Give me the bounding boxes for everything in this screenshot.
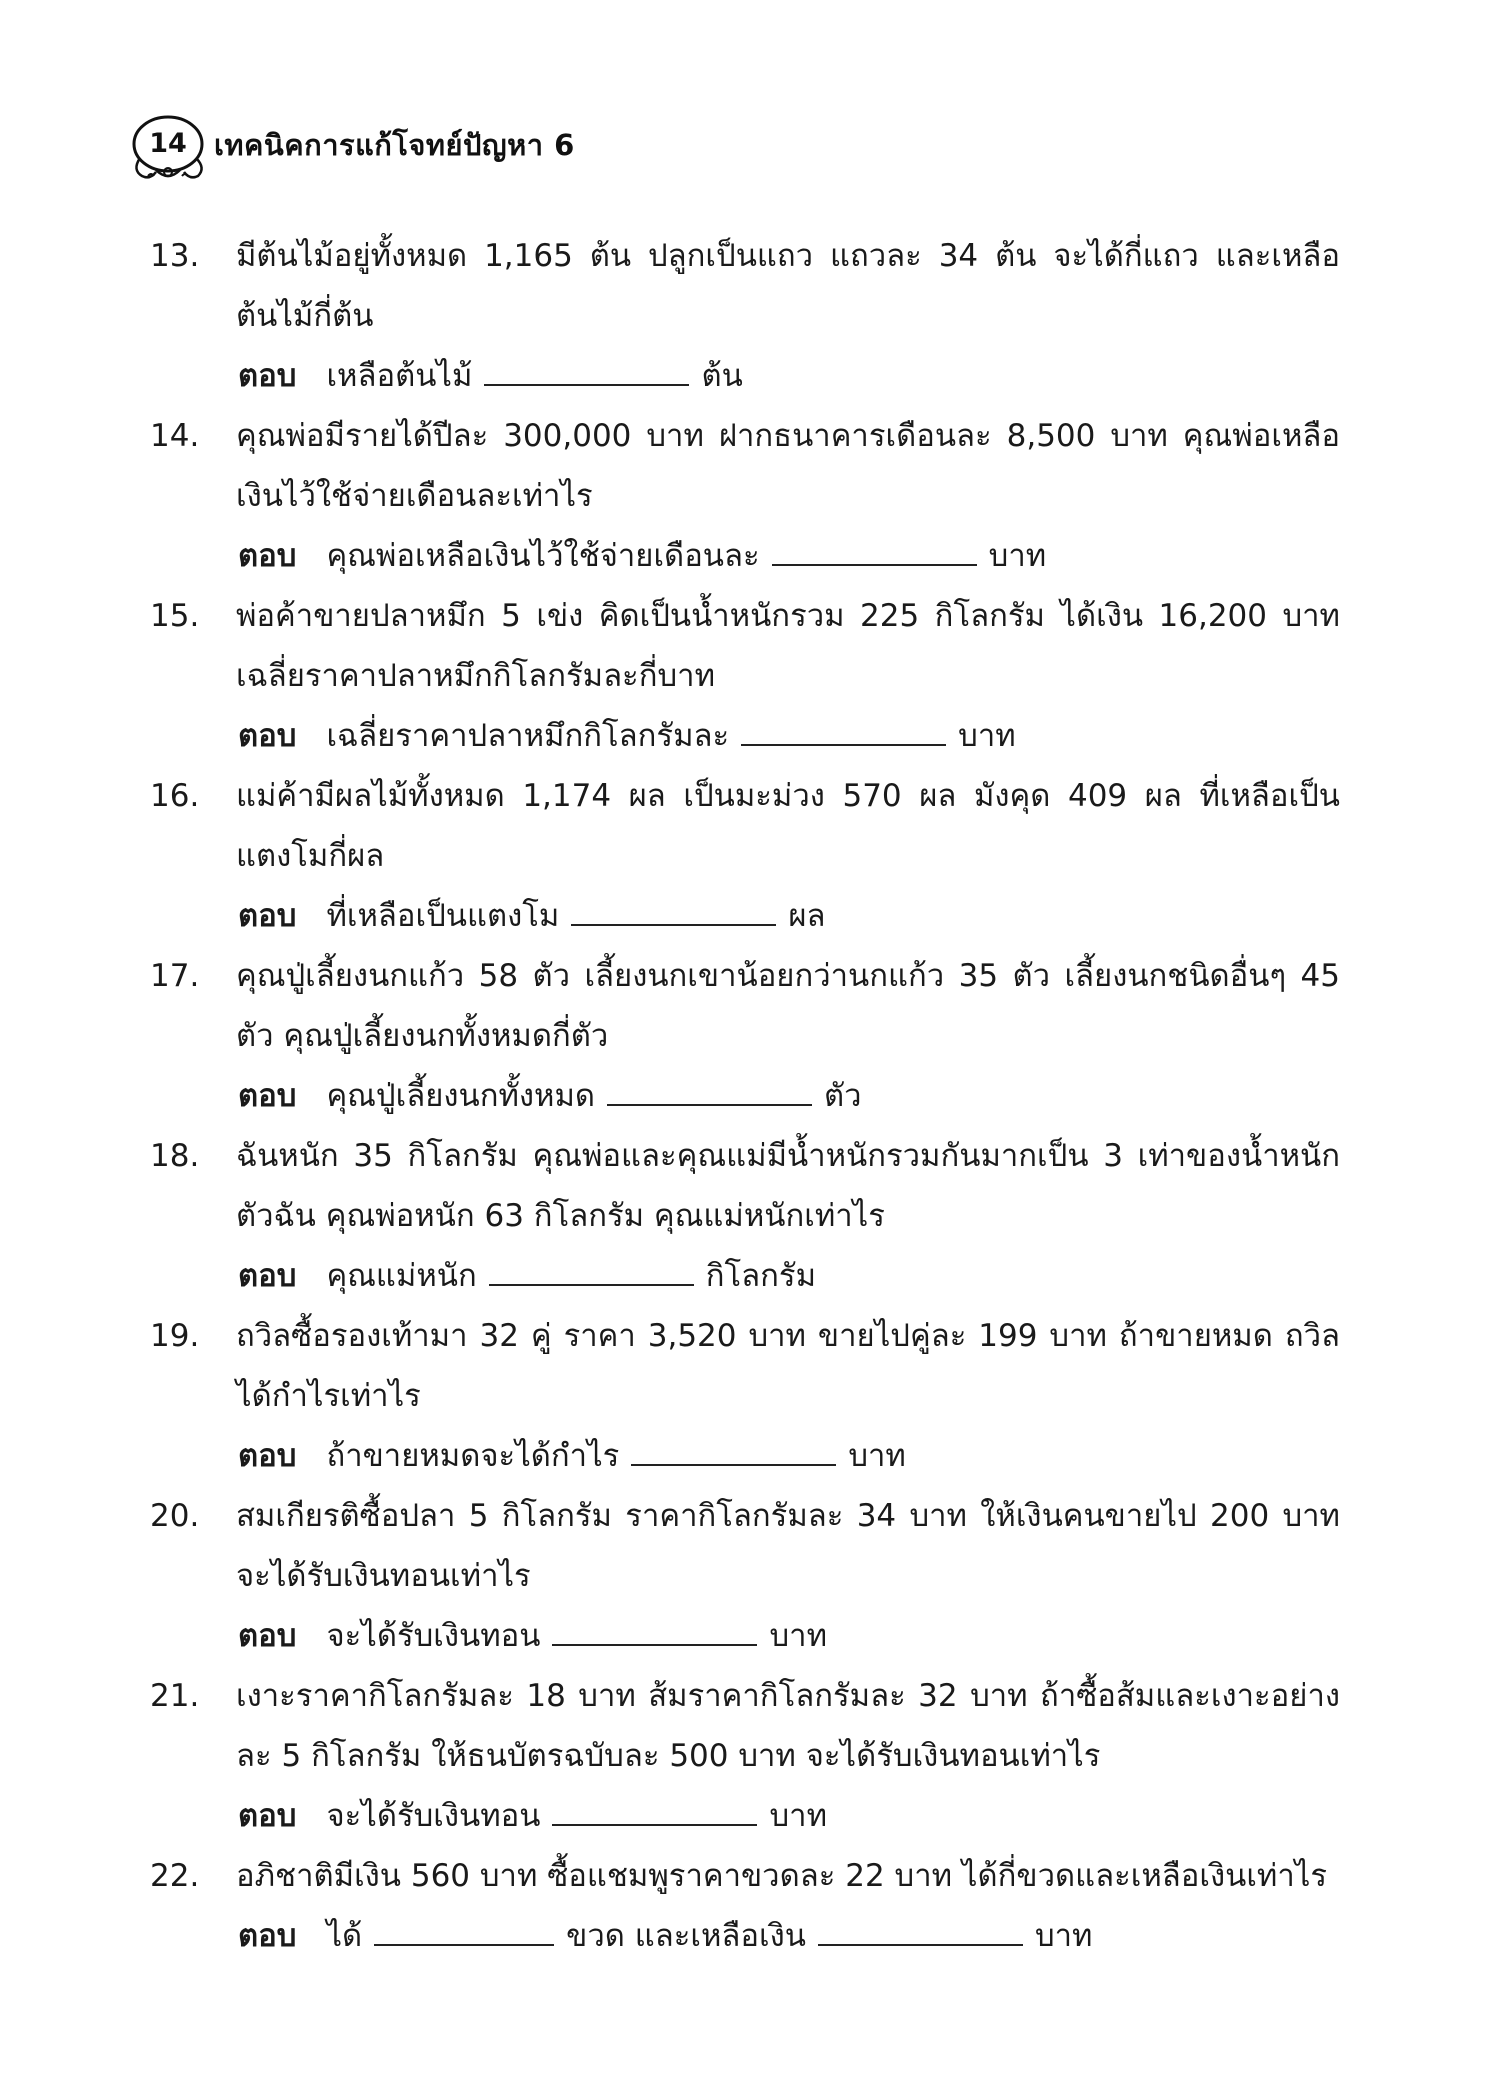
answer-unit: บาท xyxy=(958,718,1016,754)
answer-line xyxy=(150,1426,1340,1486)
answer-line xyxy=(150,1786,1340,1846)
answer-prefix: คุณพ่อเหลือเงินไว้ใช้จ่ายเดือนละ xyxy=(326,538,760,574)
problem-text: ถวิลซื้อรองเท้ามา 32 คู่ ราคา 3,520 บาท ขายไปคู่ละ 199 บาท ถ้าขายหมด ถวิลได้กำไรเท่าไร xyxy=(236,1318,1340,1414)
answer-line xyxy=(150,1246,1340,1306)
answer-blank[interactable] xyxy=(772,538,977,566)
answer-label: ตอบ xyxy=(238,538,297,574)
answer-prefix: ถ้าขายหมดจะได้กำไร xyxy=(326,1438,620,1474)
answer-blank[interactable] xyxy=(489,1258,694,1286)
problem-number: 16. xyxy=(150,778,200,814)
problem-text: อภิชาติมีเงิน 560 บาท ซื้อแชมพูราคาขวดละ 22 บาท ได้กี่ขวดและเหลือเงินเท่าไร xyxy=(236,1858,1327,1894)
answer-prefix: เฉลี่ยราคาปลาหมึกกิโลกรัมละ xyxy=(326,718,730,754)
answer-blank[interactable] xyxy=(571,898,776,926)
problem-text: พ่อค้าขายปลาหมึก 5 เข่ง คิดเป็นน้ำหนักรวม 225 กิโลกรัม ได้เงิน 16,200 บาท เฉลี่ยราคาปลาหมึกกิโลกรัมละกี่บาท xyxy=(236,598,1340,694)
answer-prefix: จะได้รับเงินทอน xyxy=(326,1618,541,1654)
problem-19 xyxy=(150,1306,1340,1486)
answer-label: ตอบ xyxy=(238,1798,297,1834)
problem-17 xyxy=(150,946,1340,1126)
answer-label: ตอบ xyxy=(238,1438,297,1474)
answer-label: ตอบ xyxy=(238,718,297,754)
answer-blank[interactable] xyxy=(552,1798,757,1826)
answer-unit: กิโลกรัม xyxy=(705,1258,817,1294)
answer-line xyxy=(150,1066,1340,1126)
problem-number: 21. xyxy=(150,1678,200,1714)
book-title: เทคนิคการแก้โจทย์ปัญหา 6 xyxy=(214,128,575,162)
problem-16 xyxy=(150,766,1340,946)
problem-text: คุณพ่อมีรายได้ปีละ 300,000 บาท ฝากธนาคารเดือนละ 8,500 บาท คุณพ่อเหลือเงินไว้ใช้จ่ายเดือนละเท่าไร xyxy=(236,418,1340,514)
answer-prefix: จะได้รับเงินทอน xyxy=(326,1798,541,1834)
answer-prefix: เหลือต้นไม้ xyxy=(326,358,473,394)
answer-label: ตอบ xyxy=(238,1258,297,1294)
problem-22 xyxy=(150,1846,1340,1966)
answer-unit: บาท xyxy=(769,1618,828,1654)
problem-text: ฉันหนัก 35 กิโลกรัม คุณพ่อและคุณแม่มีน้ำหนักรวมกันมากเป็น 3 เท่าของน้ำหนักตัวฉัน คุณพ่อหนัก 63 กิโลกรัม คุณแม่หนักเท่าไร xyxy=(236,1138,1340,1234)
answer-middle: ขวด และเหลือเงิน xyxy=(566,1918,806,1954)
problem-text: คุณปู่เลี้ยงนกแก้ว 58 ตัว เลี้ยงนกเขาน้อยกว่านกแก้ว 35 ตัว เลี้ยงนกชนิดอื่นๆ 45 ตัว คุณปู่เลี้ยงนกทั้งหมดกี่ตัว xyxy=(236,958,1340,1054)
problem-number: 20. xyxy=(150,1498,200,1534)
answer-unit: ต้น xyxy=(701,358,743,394)
problem-number: 19. xyxy=(150,1318,200,1354)
answer-blank[interactable] xyxy=(607,1078,812,1106)
problem-number: 13. xyxy=(150,238,200,274)
problem-text: มีต้นไม้อยู่ทั้งหมด 1,165 ต้น ปลูกเป็นแถว แถวละ 34 ต้น จะได้กี่แถว และเหลือต้นไม้กี่ต้น xyxy=(236,238,1340,334)
answer-label: ตอบ xyxy=(238,358,297,394)
answer-unit: บาท xyxy=(848,1438,906,1474)
answer-prefix: ที่เหลือเป็นแตงโม xyxy=(326,898,560,934)
problem-13 xyxy=(150,226,1340,406)
answer-line xyxy=(150,346,1340,406)
answer-line xyxy=(150,526,1340,586)
problem-20 xyxy=(150,1486,1340,1666)
problem-15 xyxy=(150,586,1340,766)
answer-label: ตอบ xyxy=(238,1078,297,1114)
problem-text: แม่ค้ามีผลไม้ทั้งหมด 1,174 ผล เป็นมะม่วง 570 ผล มังคุด 409 ผล ที่เหลือเป็นแตงโมกี่ผล xyxy=(236,778,1340,874)
answer-blank[interactable] xyxy=(631,1438,836,1466)
answer-unit: บาท xyxy=(1034,1918,1093,1954)
answer-label: ตอบ xyxy=(238,1618,297,1654)
problem-14 xyxy=(150,406,1340,586)
problem-21 xyxy=(150,1666,1340,1846)
problem-18 xyxy=(150,1126,1340,1306)
answer-line xyxy=(150,886,1340,946)
page-number: 14 xyxy=(149,128,187,159)
answer-unit: บาท xyxy=(988,538,1047,574)
problem-number: 15. xyxy=(150,598,200,634)
problem-text: สมเกียรติซื้อปลา 5 กิโลกรัม ราคากิโลกรัมละ 34 บาท ให้เงินคนขายไป 200 บาท จะได้รับเงินทอนเท่าไร xyxy=(236,1498,1340,1594)
answer-blank[interactable] xyxy=(484,358,689,386)
answer-unit: ผล xyxy=(788,898,826,934)
answer-line xyxy=(150,1906,1340,1966)
problem-text: เงาะราคากิโลกรัมละ 18 บาท ส้มราคากิโลกรัมละ 32 บาท ถ้าซื้อส้มและเงาะอย่างละ 5 กิโลกรัม ให้ธนบัตรฉบับละ 500 บาท จะได้รับเงินทอนเท่าไร xyxy=(236,1678,1340,1774)
answer-blank[interactable] xyxy=(741,718,946,746)
answer-prefix: คุณแม่หนัก xyxy=(326,1258,477,1294)
answer-unit: บาท xyxy=(769,1798,828,1834)
answer-label: ตอบ xyxy=(238,898,297,934)
page-header xyxy=(128,106,928,188)
answer-prefix: คุณปู่เลี้ยงนกทั้งหมด xyxy=(326,1078,596,1114)
answer-label: ตอบ xyxy=(238,1918,297,1954)
answer-blank-bottles[interactable] xyxy=(374,1918,554,1946)
answer-prefix: ได้ xyxy=(326,1918,363,1954)
answer-line xyxy=(150,706,1340,766)
answer-unit: ตัว xyxy=(824,1078,862,1114)
problem-number: 17. xyxy=(150,958,200,994)
problem-number: 22. xyxy=(150,1858,200,1894)
problem-number: 18. xyxy=(150,1138,200,1174)
problem-number: 14. xyxy=(150,418,200,454)
problem-list xyxy=(150,226,1340,1966)
answer-blank[interactable] xyxy=(552,1618,757,1646)
answer-line xyxy=(150,1606,1340,1666)
page-number-badge xyxy=(128,114,220,184)
answer-blank-money[interactable] xyxy=(818,1918,1023,1946)
